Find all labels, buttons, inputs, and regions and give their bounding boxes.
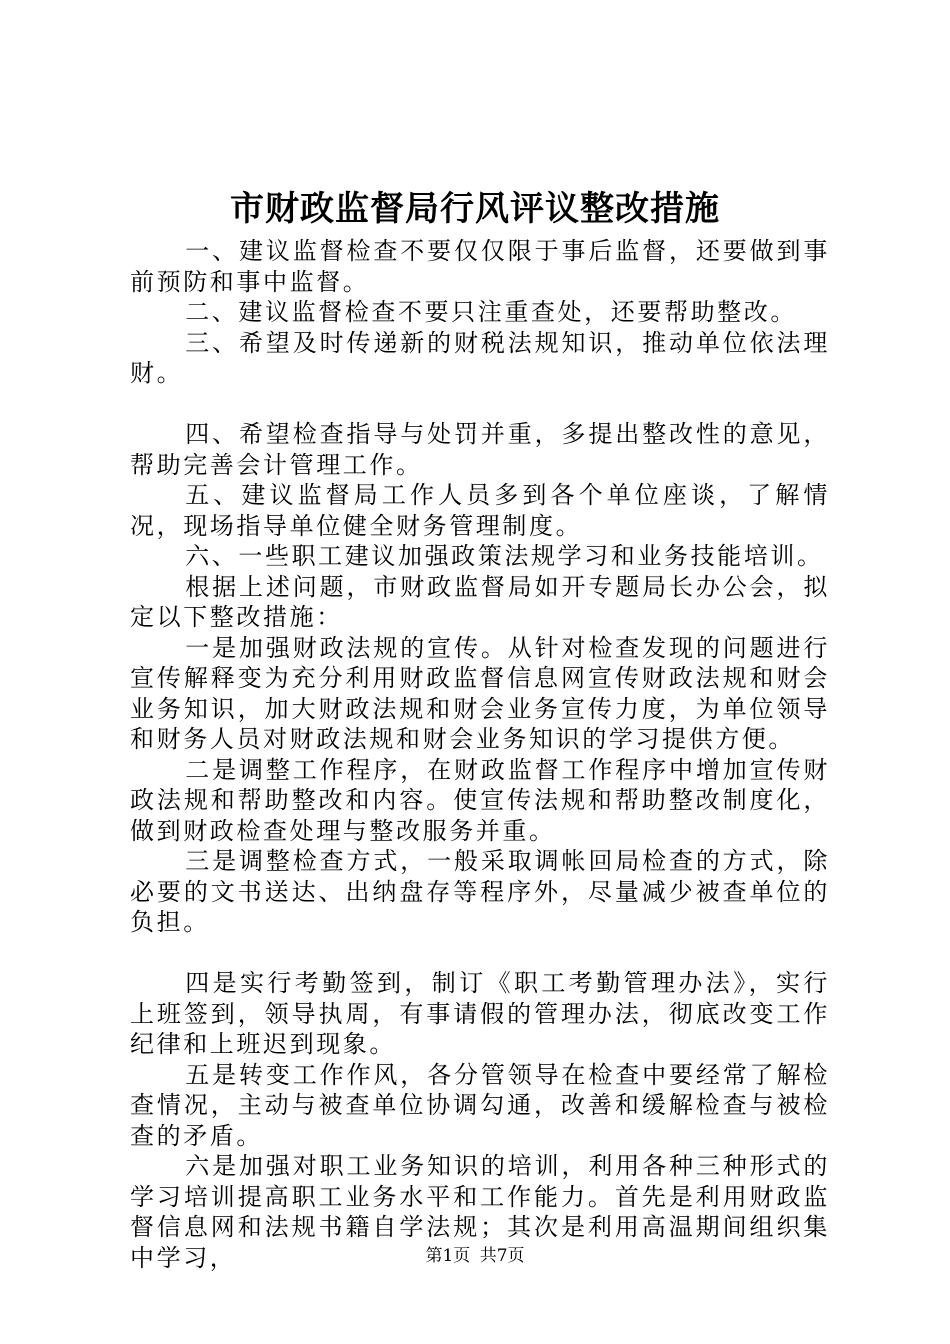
document-body xyxy=(130,236,830,1273)
paragraph: 根据上述问题，市财政监督局如开专题局长办公会，拟定以下整改措施： xyxy=(130,572,830,631)
paragraph: 三、希望及时传递新的财税法规知识，推动单位依法理财。 xyxy=(130,328,830,387)
page-number: 第1页 xyxy=(425,1246,471,1266)
paragraph: 六、一些职工建议加强政策法规学习和业务技能培训。 xyxy=(185,542,824,570)
paragraph: 二、建议监督检查不要只注重查处，还要帮助整改。 xyxy=(185,298,797,326)
paragraph: 一是加强财政法规的宣传。从针对检查发现的问题进行宣传解释变为充分利用财政监督信息网宣传财政法规和财会业务知识，加大财政法规和财会业务宣传力度，为单位领导和财务人员对财政法规和财会业务知识的学习提供方便。 xyxy=(130,633,830,753)
page-total: 共7页 xyxy=(479,1246,525,1266)
paragraph: 三是调整检查方式，一般采取调帐回局检查的方式，除必要的文书送达、出纳盘存等程序外，尽量减少被查单位的负担。 xyxy=(130,847,830,936)
paragraph: 五是转变工作作风，各分管领导在检查中要经常了解检查情况，主动与被查单位协调勾通，改善和缓解检查与被检查的矛盾。 xyxy=(130,1060,830,1150)
paragraph: 六是加强对职工业务知识的培训，利用各种三种形式的学习培训提高职工业务水平和工作能力。首先是利用财政监督信息网和法规书籍自学法规；其次是利用高温期间组织集中学习， xyxy=(130,1152,830,1272)
document-title: 市财政监督局行风评议整改措施 xyxy=(230,189,720,229)
page-footer xyxy=(0,1244,950,1268)
paragraph: 四是实行考勤签到，制订《职工考勤管理办法》，实行上班签到，领导执周，有事请假的管理办法，彻底改变工作纪律和上班迟到现象。 xyxy=(130,969,830,1058)
paragraph: 四、希望检查指导与处罚并重，多提出整改性的意见，帮助完善会计管理工作。 xyxy=(130,420,830,479)
paragraph: 一、建议监督检查不要仅仅限于事后监督，还要做到事前预防和事中监督。 xyxy=(130,237,830,296)
paragraph: 五、建议监督局工作人员多到各个单位座谈，了解情况，现场指导单位健全财务管理制度。 xyxy=(130,481,830,540)
paragraph: 二是调整工作程序，在财政监督工作程序中增加宣传财政法规和帮助整改和内容。使宣传法规和帮助整改制度化，做到财政检查处理与整改服务并重。 xyxy=(130,755,830,845)
